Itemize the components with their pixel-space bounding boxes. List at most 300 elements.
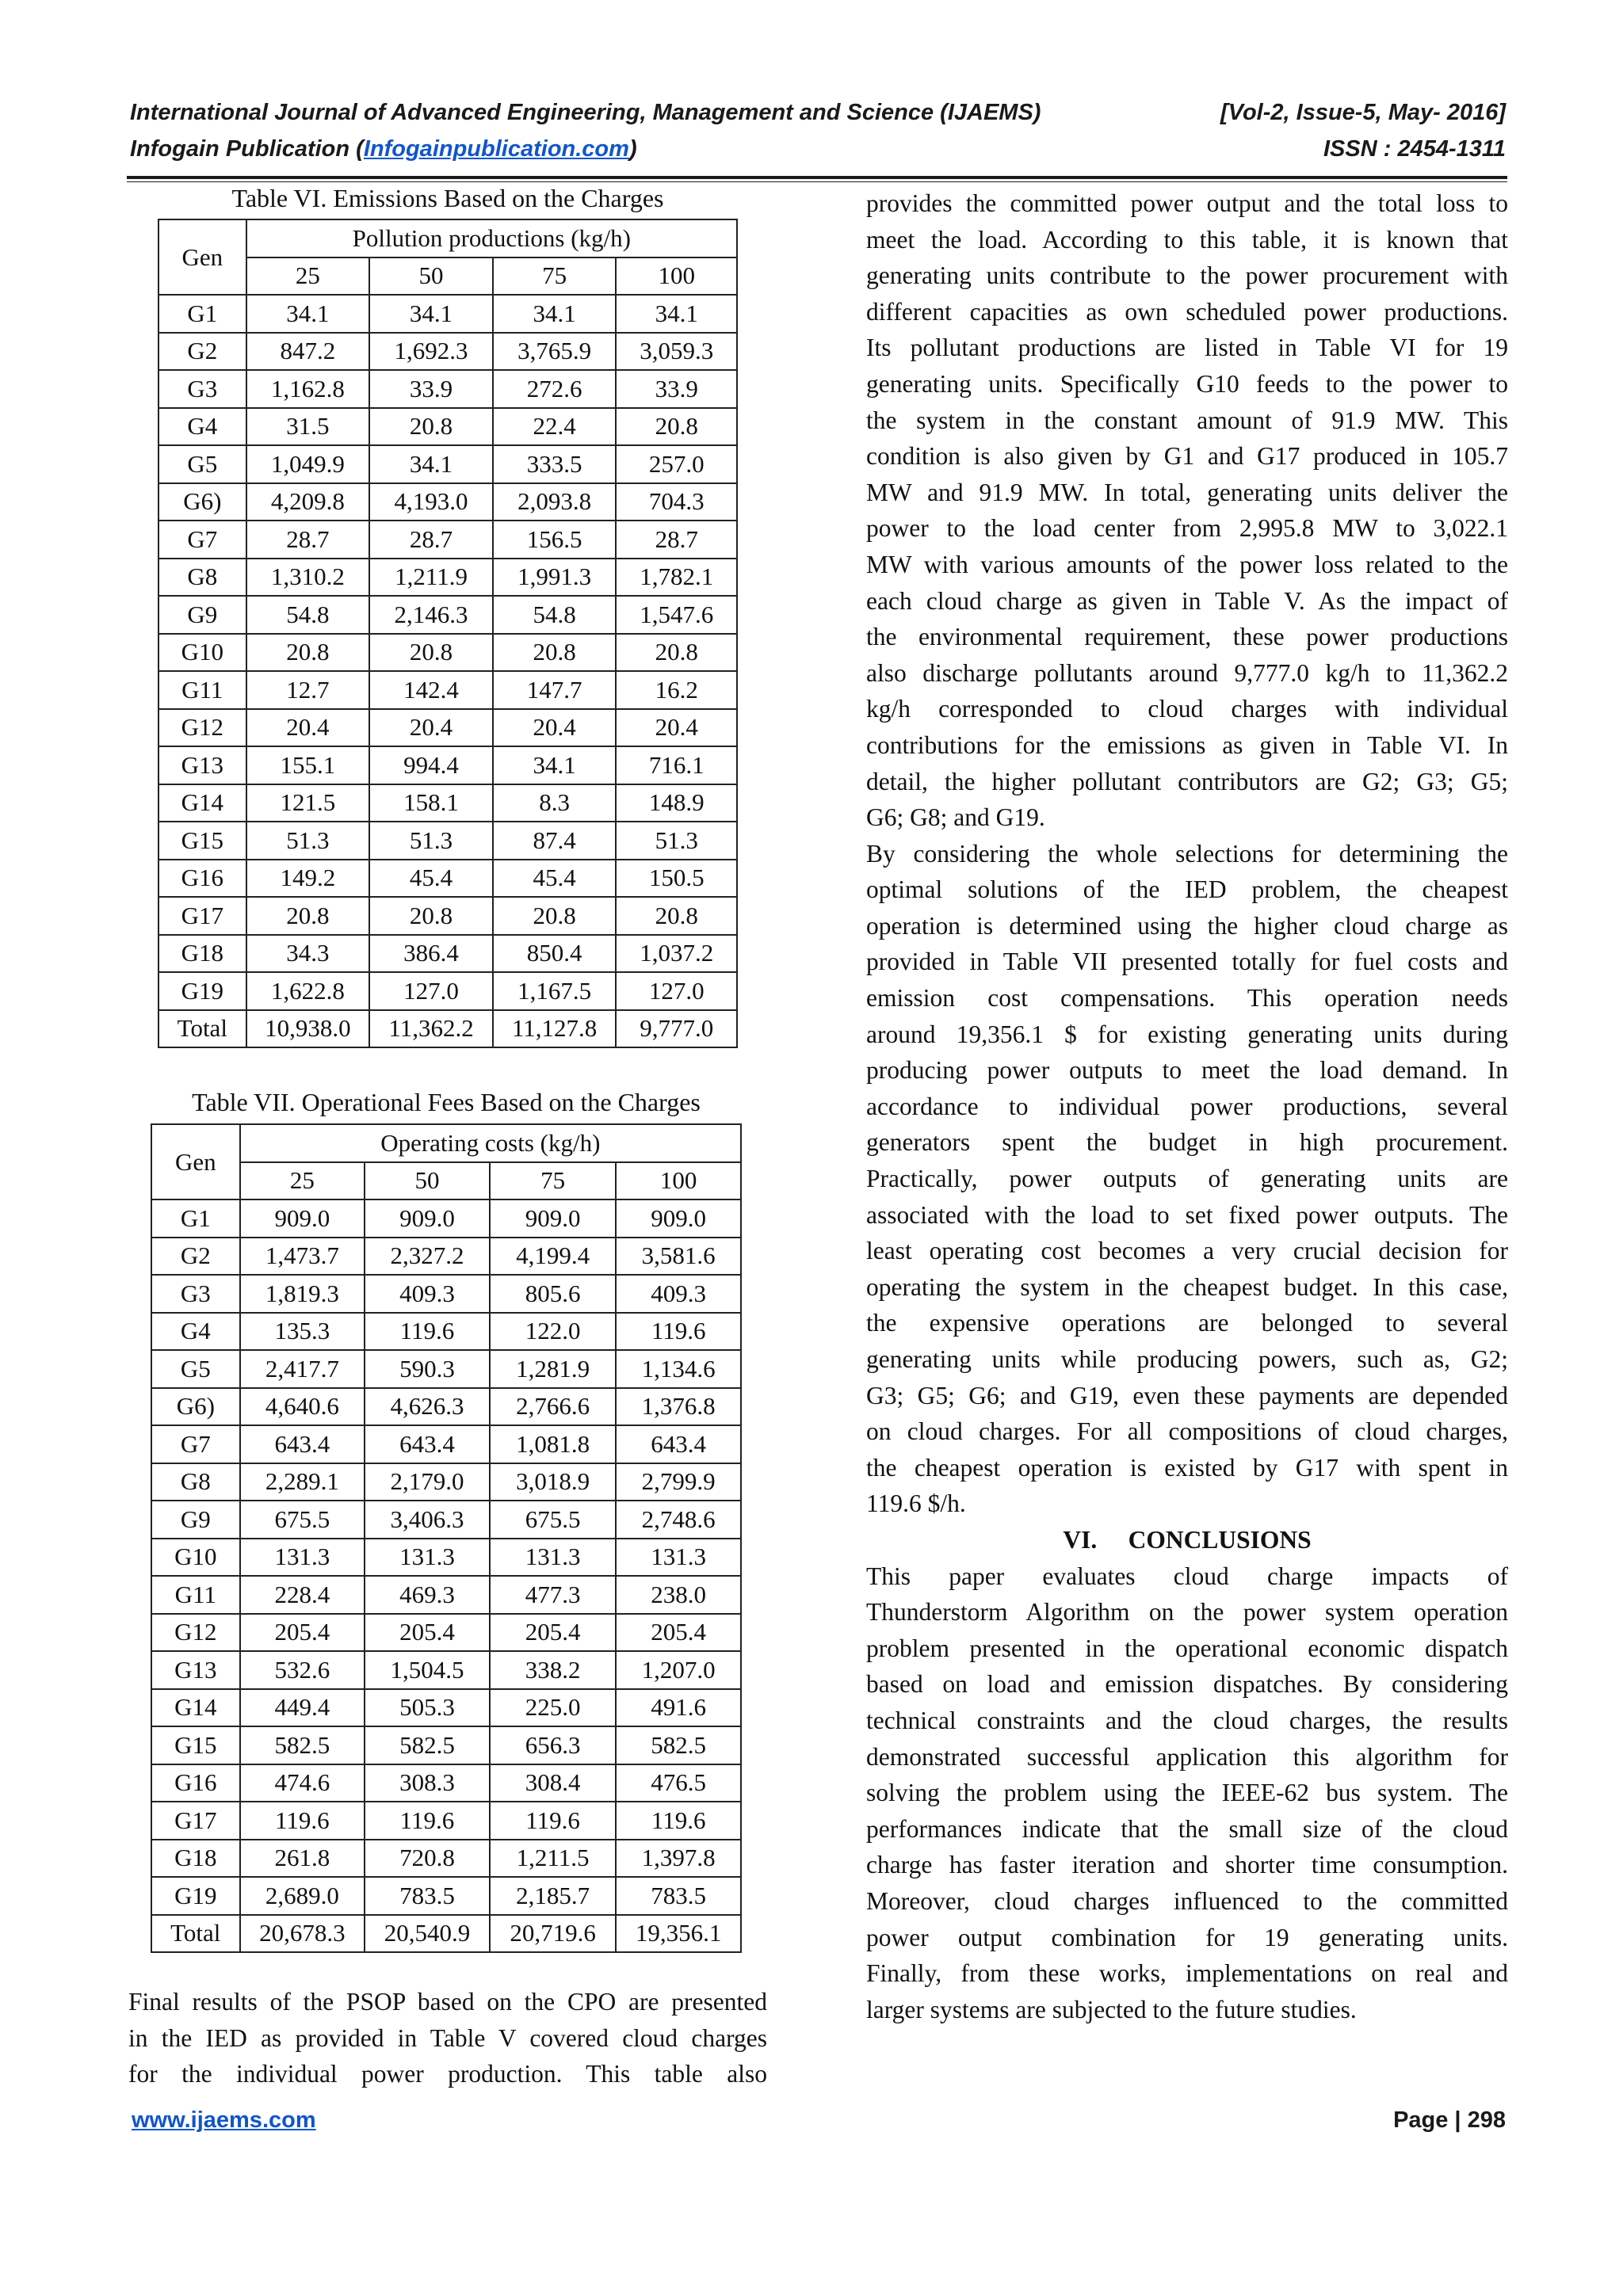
table6-cell: 51.3: [369, 822, 493, 860]
table6-cell: 3,765.9: [493, 333, 617, 371]
table6-row-label: G14: [158, 784, 246, 822]
text-line: associated with the load to set fixed power outputs. The: [866, 1200, 1508, 1229]
table7-row-label: G13: [151, 1651, 240, 1689]
table7-cell: 238.0: [616, 1576, 741, 1614]
table7-cell: 469.3: [365, 1576, 490, 1614]
table6-cell: 121.5: [246, 784, 370, 822]
table7-row: [151, 1651, 741, 1689]
table7-row-label: G12: [151, 1614, 240, 1652]
table6-row: [158, 596, 737, 634]
table6-cell: 31.5: [246, 408, 370, 446]
table7-cell: 1,281.9: [490, 1350, 617, 1388]
table7-row-label: G14: [151, 1689, 240, 1727]
table6-cell: 20.8: [616, 897, 737, 935]
table6-cell: 87.4: [493, 822, 617, 860]
table7-caption: Table VII. Operational Fees Based on the Charges: [192, 1088, 701, 1116]
table7-cell: 119.6: [616, 1802, 741, 1840]
table6-cell: 1,037.2: [616, 935, 737, 973]
table7-cell: 1,211.5: [490, 1840, 617, 1878]
table6-cell: 45.4: [369, 860, 493, 898]
table7-cell: 532.6: [240, 1651, 365, 1689]
table6-row: [158, 370, 737, 408]
table7-cell: 20,678.3: [240, 1915, 365, 1953]
table6-row-label: G10: [158, 634, 246, 672]
text-line: Final results of the PSOP based on the CPO are presented: [128, 1988, 767, 2016]
table6-cell: 34.3: [246, 935, 370, 973]
table6-cell: 716.1: [616, 746, 737, 784]
table7-cell: 1,376.8: [616, 1388, 741, 1426]
text-line: condition is also given by G1 and G17 produced in 105.7: [866, 442, 1508, 471]
table7-row-label: Total: [151, 1915, 240, 1953]
table6-row-label: G18: [158, 935, 246, 973]
table7-row: [151, 1463, 741, 1501]
table7-cell: 720.8: [365, 1840, 490, 1878]
table6-cell: 149.2: [246, 860, 370, 898]
table6-row-label: G2: [158, 333, 246, 371]
table6-cell: 54.8: [493, 596, 617, 634]
table6-column-header: 25: [246, 257, 370, 296]
table6-cell: 16.2: [616, 671, 737, 709]
table7-row: [151, 1764, 741, 1802]
table7-cell: 225.0: [490, 1689, 617, 1727]
paragraph-conclusions: [866, 1558, 1508, 2028]
table7-cell: 909.0: [365, 1199, 490, 1238]
table6-cell: 20.4: [369, 709, 493, 747]
table6-cell: 22.4: [493, 408, 617, 446]
table6-cell: 28.7: [246, 521, 370, 559]
table7-cell: 20,540.9: [365, 1915, 490, 1953]
table6-column-header: 100: [616, 257, 737, 296]
table6-row-label: G15: [158, 822, 246, 860]
table6-cell: 147.7: [493, 671, 617, 709]
table6-cell: 1,167.5: [493, 972, 617, 1010]
table7-row: [151, 1313, 741, 1351]
table7-cell: 1,819.3: [240, 1275, 365, 1313]
text-line: solving the problem using the IEEE-62 bus system. The: [866, 1779, 1508, 1807]
table7-cell: 119.6: [490, 1802, 617, 1840]
text-line: for the individual power production. This table also: [128, 2060, 767, 2088]
table6-cell: 386.4: [369, 935, 493, 973]
table7-cell: 783.5: [616, 1877, 741, 1915]
table7-row: [151, 1275, 741, 1313]
table6-cell: 1,049.9: [246, 445, 370, 483]
table6-cell: 333.5: [493, 445, 617, 483]
table7-row: [151, 1689, 741, 1727]
table7-cell: 131.3: [365, 1539, 490, 1577]
table7-cell: 909.0: [490, 1199, 617, 1238]
text-line: generating units contribute to the power procurement with: [866, 261, 1508, 290]
table6-cell: 150.5: [616, 860, 737, 898]
table7-row-label: G18: [151, 1840, 240, 1878]
table6-cell: 20.8: [616, 408, 737, 446]
table6-cell: 8.3: [493, 784, 617, 822]
table7-cell: 477.3: [490, 1576, 617, 1614]
text-line: meet the load. According to this table, it is known that: [866, 225, 1508, 254]
table7-cell: 476.5: [616, 1764, 741, 1802]
text-line: Thunderstorm Algorithm on the power system operation: [866, 1598, 1508, 1627]
table6-cell: 142.4: [369, 671, 493, 709]
text-line: By considering the whole selections for determining the: [866, 839, 1508, 868]
text-line: MW and 91.9 MW. In total, generating units deliver the: [866, 478, 1508, 506]
table7-cell: 3,018.9: [490, 1463, 617, 1501]
table6-cell: 1,211.9: [369, 559, 493, 597]
table6-row-label: G3: [158, 370, 246, 408]
table7-row-label: G6): [151, 1388, 240, 1426]
table7-cell: 228.4: [240, 1576, 365, 1614]
table7-group-header: Operating costs (kg/h): [240, 1124, 741, 1162]
table7-cell: 4,626.3: [365, 1388, 490, 1426]
text-line: generating units. Specifically G10 feeds to the power to: [866, 369, 1508, 398]
text-line: operation is determined using the higher cloud charge as: [866, 911, 1508, 940]
text-line: kg/h corresponded to cloud charges with individual: [866, 695, 1508, 723]
table6-cell: 3,059.3: [616, 333, 737, 371]
table7-cell: 338.2: [490, 1651, 617, 1689]
table7-cell: 135.3: [240, 1313, 365, 1351]
left-paragraph: [128, 1984, 767, 2092]
table6-column-header: 50: [369, 257, 493, 296]
table6-cell: 850.4: [493, 935, 617, 973]
text-line: also discharge pollutants around 9,777.0 kg/h to 11,362.2: [866, 658, 1508, 687]
text-line: the environmental requirement, these power productions: [866, 623, 1508, 651]
table6-row-label: G13: [158, 746, 246, 784]
table7-cell: 2,766.6: [490, 1388, 617, 1426]
table6-caption: Table VI. Emissions Based on the Charges: [231, 184, 664, 212]
text-line: each cloud charge as given in Table V. As the impact of: [866, 586, 1508, 615]
table6-cell: 20.4: [616, 709, 737, 747]
table7-cell: 675.5: [240, 1501, 365, 1539]
table6-row: [158, 784, 737, 822]
table7-cell: 308.4: [490, 1764, 617, 1802]
table7-row-label: G10: [151, 1539, 240, 1577]
table7-cell: 409.3: [365, 1275, 490, 1313]
table7-cell: 909.0: [240, 1199, 365, 1238]
table7-cell: 2,748.6: [616, 1501, 741, 1539]
table6-cell: 45.4: [493, 860, 617, 898]
table6-row-label: G11: [158, 671, 246, 709]
table7-cell: 2,799.9: [616, 1463, 741, 1501]
text-line: based on load and emission dispatches. By considering: [866, 1670, 1508, 1699]
table6-cell: 34.1: [246, 295, 370, 333]
table7-row: [151, 1840, 741, 1878]
table6-cell: 34.1: [493, 746, 617, 784]
table7-cell: 909.0: [616, 1199, 741, 1238]
table7-cell: 505.3: [365, 1689, 490, 1727]
table7-cell: 205.4: [240, 1614, 365, 1652]
text-line: provides the committed power output and the total loss to: [866, 189, 1508, 217]
table6-row: [158, 822, 737, 860]
table7-cell: 1,397.8: [616, 1840, 741, 1878]
table7-row: [151, 1539, 741, 1577]
table6-row-label: G9: [158, 596, 246, 634]
text-line: contributions for the emissions as given in Table VI. In: [866, 730, 1508, 759]
text-line: charge has faster iteration and shorter time consumption.: [866, 1851, 1508, 1879]
text-line: emission cost compensations. This operation needs: [866, 984, 1508, 1013]
table6-cell: 1,310.2: [246, 559, 370, 597]
table6-row: [158, 972, 737, 1010]
text-line: performances indicate that the small size of the cloud: [866, 1814, 1508, 1843]
table7-cell: 409.3: [616, 1275, 741, 1313]
table7-row: [151, 1576, 741, 1614]
table7-cell: 582.5: [240, 1726, 365, 1764]
text-line: 119.6 $/h.: [866, 1489, 966, 1518]
text-line: Finally, from these works, implementations on real and: [866, 1959, 1508, 1988]
table6-cell: 2,093.8: [493, 483, 617, 521]
table7-column-header: 100: [616, 1162, 741, 1200]
table7-cell: 1,504.5: [365, 1651, 490, 1689]
journal-title: International Journal of Advanced Engineering, Management and Science (IJAEMS): [130, 100, 1041, 125]
text-line: optimal solutions of the IED problem, the cheapest: [866, 875, 1508, 904]
text-line: Moreover, cloud charges influenced to the committed: [866, 1886, 1508, 1915]
table7-cell: 656.3: [490, 1726, 617, 1764]
table6-group-header: Pollution productions (kg/h): [246, 219, 737, 257]
table6-row-label: G6): [158, 483, 246, 521]
table7-cell: 119.6: [365, 1802, 490, 1840]
table7-cell: 131.3: [490, 1539, 617, 1577]
table6-cell: 847.2: [246, 333, 370, 371]
table7-cell: 582.5: [365, 1726, 490, 1764]
table7-cell: 131.3: [616, 1539, 741, 1577]
table6-cell: 20.8: [246, 634, 370, 672]
table6-cell: 4,209.8: [246, 483, 370, 521]
table6-row-label: G17: [158, 897, 246, 935]
table6-cell: 127.0: [616, 972, 737, 1010]
text-line: problem presented in the operational economic dispatch: [866, 1634, 1508, 1662]
footer-page-number: Page | 298: [1393, 2107, 1506, 2133]
text-line: power output combination for 19 generating units.: [866, 1923, 1508, 1951]
table6-cell: 51.3: [616, 822, 737, 860]
table6-cell: 20.8: [246, 897, 370, 935]
table6-row: [158, 445, 737, 483]
table6-cell: 272.6: [493, 370, 617, 408]
table6-cell: 20.8: [369, 634, 493, 672]
table6-cell: 20.8: [616, 634, 737, 672]
table7-cell: 1,473.7: [240, 1238, 365, 1276]
table7-cell: 119.6: [240, 1802, 365, 1840]
table7-cell: 119.6: [365, 1313, 490, 1351]
table7-cell: 205.4: [365, 1614, 490, 1652]
table7-cell: 2,689.0: [240, 1877, 365, 1915]
table6-row: [158, 295, 737, 333]
table7-row-label: G4: [151, 1313, 240, 1351]
publisher-info: Infogain Publication (Infogainpublication.com): [130, 136, 637, 162]
table6-row-label: G16: [158, 860, 246, 898]
table7-cell: 4,199.4: [490, 1238, 617, 1276]
text-line: different capacities as own scheduled power productions.: [866, 297, 1508, 326]
table6-row: [158, 1010, 737, 1048]
table6-cell: 1,622.8: [246, 972, 370, 1010]
table6-cell: 155.1: [246, 746, 370, 784]
table6-cell: 10,938.0: [246, 1010, 370, 1048]
table7-cell: 805.6: [490, 1275, 617, 1313]
issn: ISSN : 2454-1311: [1323, 136, 1506, 162]
table6-cell: 34.1: [616, 295, 737, 333]
table7-row: [151, 1388, 741, 1426]
text-line: generators spent the budget in high procurement.: [866, 1128, 1508, 1157]
table6-cell: 158.1: [369, 784, 493, 822]
table7-cell: 20,719.6: [490, 1915, 617, 1953]
table7-row: [151, 1350, 741, 1388]
table6-cell: 1,162.8: [246, 370, 370, 408]
table7-row: [151, 1726, 741, 1764]
table7-column-header: 25: [240, 1162, 365, 1200]
paragraph-results: [866, 185, 1508, 836]
table7-row-label: G15: [151, 1726, 240, 1764]
section-title-conclusions: VI. CONCLUSIONS: [1063, 1525, 1312, 1554]
table7-cell: 590.3: [365, 1350, 490, 1388]
text-line: provided in Table VII presented totally for fuel costs and: [866, 948, 1508, 976]
text-line: Its pollutant productions are listed in Table VI for 19: [866, 334, 1508, 362]
table7-cell: 261.8: [240, 1840, 365, 1878]
table7-row: [151, 1877, 741, 1915]
table6-row-label: G19: [158, 972, 246, 1010]
paragraph-cost: [866, 836, 1508, 1522]
text-line: power to the load center from 2,995.8 MW to 3,022.1: [866, 514, 1508, 543]
table6-cell: 28.7: [369, 521, 493, 559]
table7: [151, 1123, 742, 1953]
table7-row-label: G3: [151, 1275, 240, 1313]
table7-cell: 2,179.0: [365, 1463, 490, 1501]
table6-cell: 51.3: [246, 822, 370, 860]
text-line: producing power outputs to meet the load demand. In: [866, 1056, 1508, 1085]
table7-cell: 1,207.0: [616, 1651, 741, 1689]
text-line: in the IED as provided in Table V covered cloud charges: [128, 2023, 767, 2052]
table7-cell: 3,406.3: [365, 1501, 490, 1539]
table7-cell: 582.5: [616, 1726, 741, 1764]
table6-row: [158, 935, 737, 973]
table7-row-label: G16: [151, 1764, 240, 1802]
table6-row: [158, 521, 737, 559]
text-line: This paper evaluates cloud charge impacts of: [866, 1562, 1508, 1590]
table7-row-label: G9: [151, 1501, 240, 1539]
table7-row-label: G2: [151, 1238, 240, 1276]
table6-row: [158, 709, 737, 747]
table6-row: [158, 671, 737, 709]
table7-cell: 131.3: [240, 1539, 365, 1577]
table6-row: [158, 408, 737, 446]
text-line: on cloud charges. For all compositions of cloud charges,: [866, 1417, 1508, 1446]
table6-row: [158, 634, 737, 672]
table6-cell: 20.4: [493, 709, 617, 747]
text-line: G6; G8; and G19.: [866, 803, 1045, 832]
table7-cell: 491.6: [616, 1689, 741, 1727]
table7-cell: 119.6: [616, 1313, 741, 1351]
table7-row: [151, 1614, 741, 1652]
table6-gen-header: Gen: [158, 219, 246, 295]
table6-row-label: Total: [158, 1010, 246, 1048]
table6-cell: 20.8: [369, 897, 493, 935]
table6-row-label: G12: [158, 709, 246, 747]
table6-cell: 4,193.0: [369, 483, 493, 521]
text-line: demonstrated successful application this algorithm for: [866, 1742, 1508, 1771]
table7-row-label: G5: [151, 1350, 240, 1388]
table6-cell: 148.9: [616, 784, 737, 822]
table7-cell: 2,289.1: [240, 1463, 365, 1501]
table7-column-header: 50: [365, 1162, 490, 1200]
table6: [158, 219, 738, 1048]
table6-row: [158, 559, 737, 597]
table6-cell: 1,782.1: [616, 559, 737, 597]
text-line: detail, the higher pollutant contributors are G2; G3; G5;: [866, 767, 1508, 795]
table6-row-label: G7: [158, 521, 246, 559]
table7-row-label: G17: [151, 1802, 240, 1840]
text-line: MW with various amounts of the power loss related to the: [866, 550, 1508, 578]
table6-cell: 2,146.3: [369, 596, 493, 634]
table7-row-label: G11: [151, 1576, 240, 1614]
table7-row: [151, 1425, 741, 1463]
table6-cell: 994.4: [369, 746, 493, 784]
table7-row: [151, 1915, 741, 1953]
table6-row: [158, 746, 737, 784]
table6-cell: 28.7: [616, 521, 737, 559]
table7-cell: 675.5: [490, 1501, 617, 1539]
text-line: Practically, power outputs of generating units are: [866, 1165, 1508, 1193]
table6-row-label: G5: [158, 445, 246, 483]
table7-cell: 2,327.2: [365, 1238, 490, 1276]
table6-cell: 20.8: [493, 897, 617, 935]
table7-cell: 19,356.1: [616, 1915, 741, 1953]
text-line: the expensive operations are belonged to several: [866, 1309, 1508, 1337]
footer-website-link[interactable]: www.ijaems.com: [132, 2107, 316, 2133]
text-line: least operating cost becomes a very crucial decision for: [866, 1237, 1508, 1265]
table7-row-label: G7: [151, 1425, 240, 1463]
text-line: around 19,356.1 $ for existing generating units during: [866, 1020, 1508, 1048]
text-line: accordance to individual power productions, several: [866, 1092, 1508, 1120]
table7-row-label: G8: [151, 1463, 240, 1501]
table7-column-header: 75: [490, 1162, 617, 1200]
right-column: [866, 185, 1508, 2027]
table7-cell: 3,581.6: [616, 1238, 741, 1276]
table7-cell: 643.4: [365, 1425, 490, 1463]
table6-cell: 704.3: [616, 483, 737, 521]
table6-column-header: 75: [493, 257, 617, 296]
table7-cell: 122.0: [490, 1313, 617, 1351]
table7-cell: 643.4: [240, 1425, 365, 1463]
table7-row: [151, 1501, 741, 1539]
table6-row: [158, 897, 737, 935]
header-rule-thin: [127, 181, 1507, 182]
table6-row-label: G8: [158, 559, 246, 597]
table6-cell: 9,777.0: [616, 1010, 737, 1048]
table6-cell: 257.0: [616, 445, 737, 483]
text-line: G3; G5; G6; and G19, even these payments are depended: [866, 1381, 1508, 1409]
table7-row: [151, 1802, 741, 1840]
table6-cell: 127.0: [369, 972, 493, 1010]
table7-cell: 643.4: [616, 1425, 741, 1463]
table7-row: [151, 1199, 741, 1238]
table6-cell: 11,127.8: [493, 1010, 617, 1048]
table6-cell: 1,991.3: [493, 559, 617, 597]
table7-cell: 474.6: [240, 1764, 365, 1802]
table7-cell: 205.4: [490, 1614, 617, 1652]
table7-row-label: G19: [151, 1877, 240, 1915]
text-line: larger systems are subjected to the future studies.: [866, 1995, 1357, 2023]
table7-cell: 2,417.7: [240, 1350, 365, 1388]
table7-cell: 4,640.6: [240, 1388, 365, 1426]
table6-cell: 12.7: [246, 671, 370, 709]
table6-cell: 54.8: [246, 596, 370, 634]
table6-cell: 1,547.6: [616, 596, 737, 634]
table6-cell: 20.8: [369, 408, 493, 446]
table6-row: [158, 333, 737, 371]
table6-row: [158, 860, 737, 898]
table6-cell: 34.1: [369, 445, 493, 483]
table7-row: [151, 1238, 741, 1276]
text-line: the system in the constant amount of 91.9 MW. This: [866, 406, 1508, 434]
header-rule-thick: [127, 176, 1507, 179]
volume-info: [Vol-2, Issue-5, May- 2016]: [1220, 100, 1506, 125]
publisher-link[interactable]: Infogainpublication.com: [363, 136, 629, 162]
text-line: the cheapest operation is existed by G17 with spent in: [866, 1453, 1508, 1482]
